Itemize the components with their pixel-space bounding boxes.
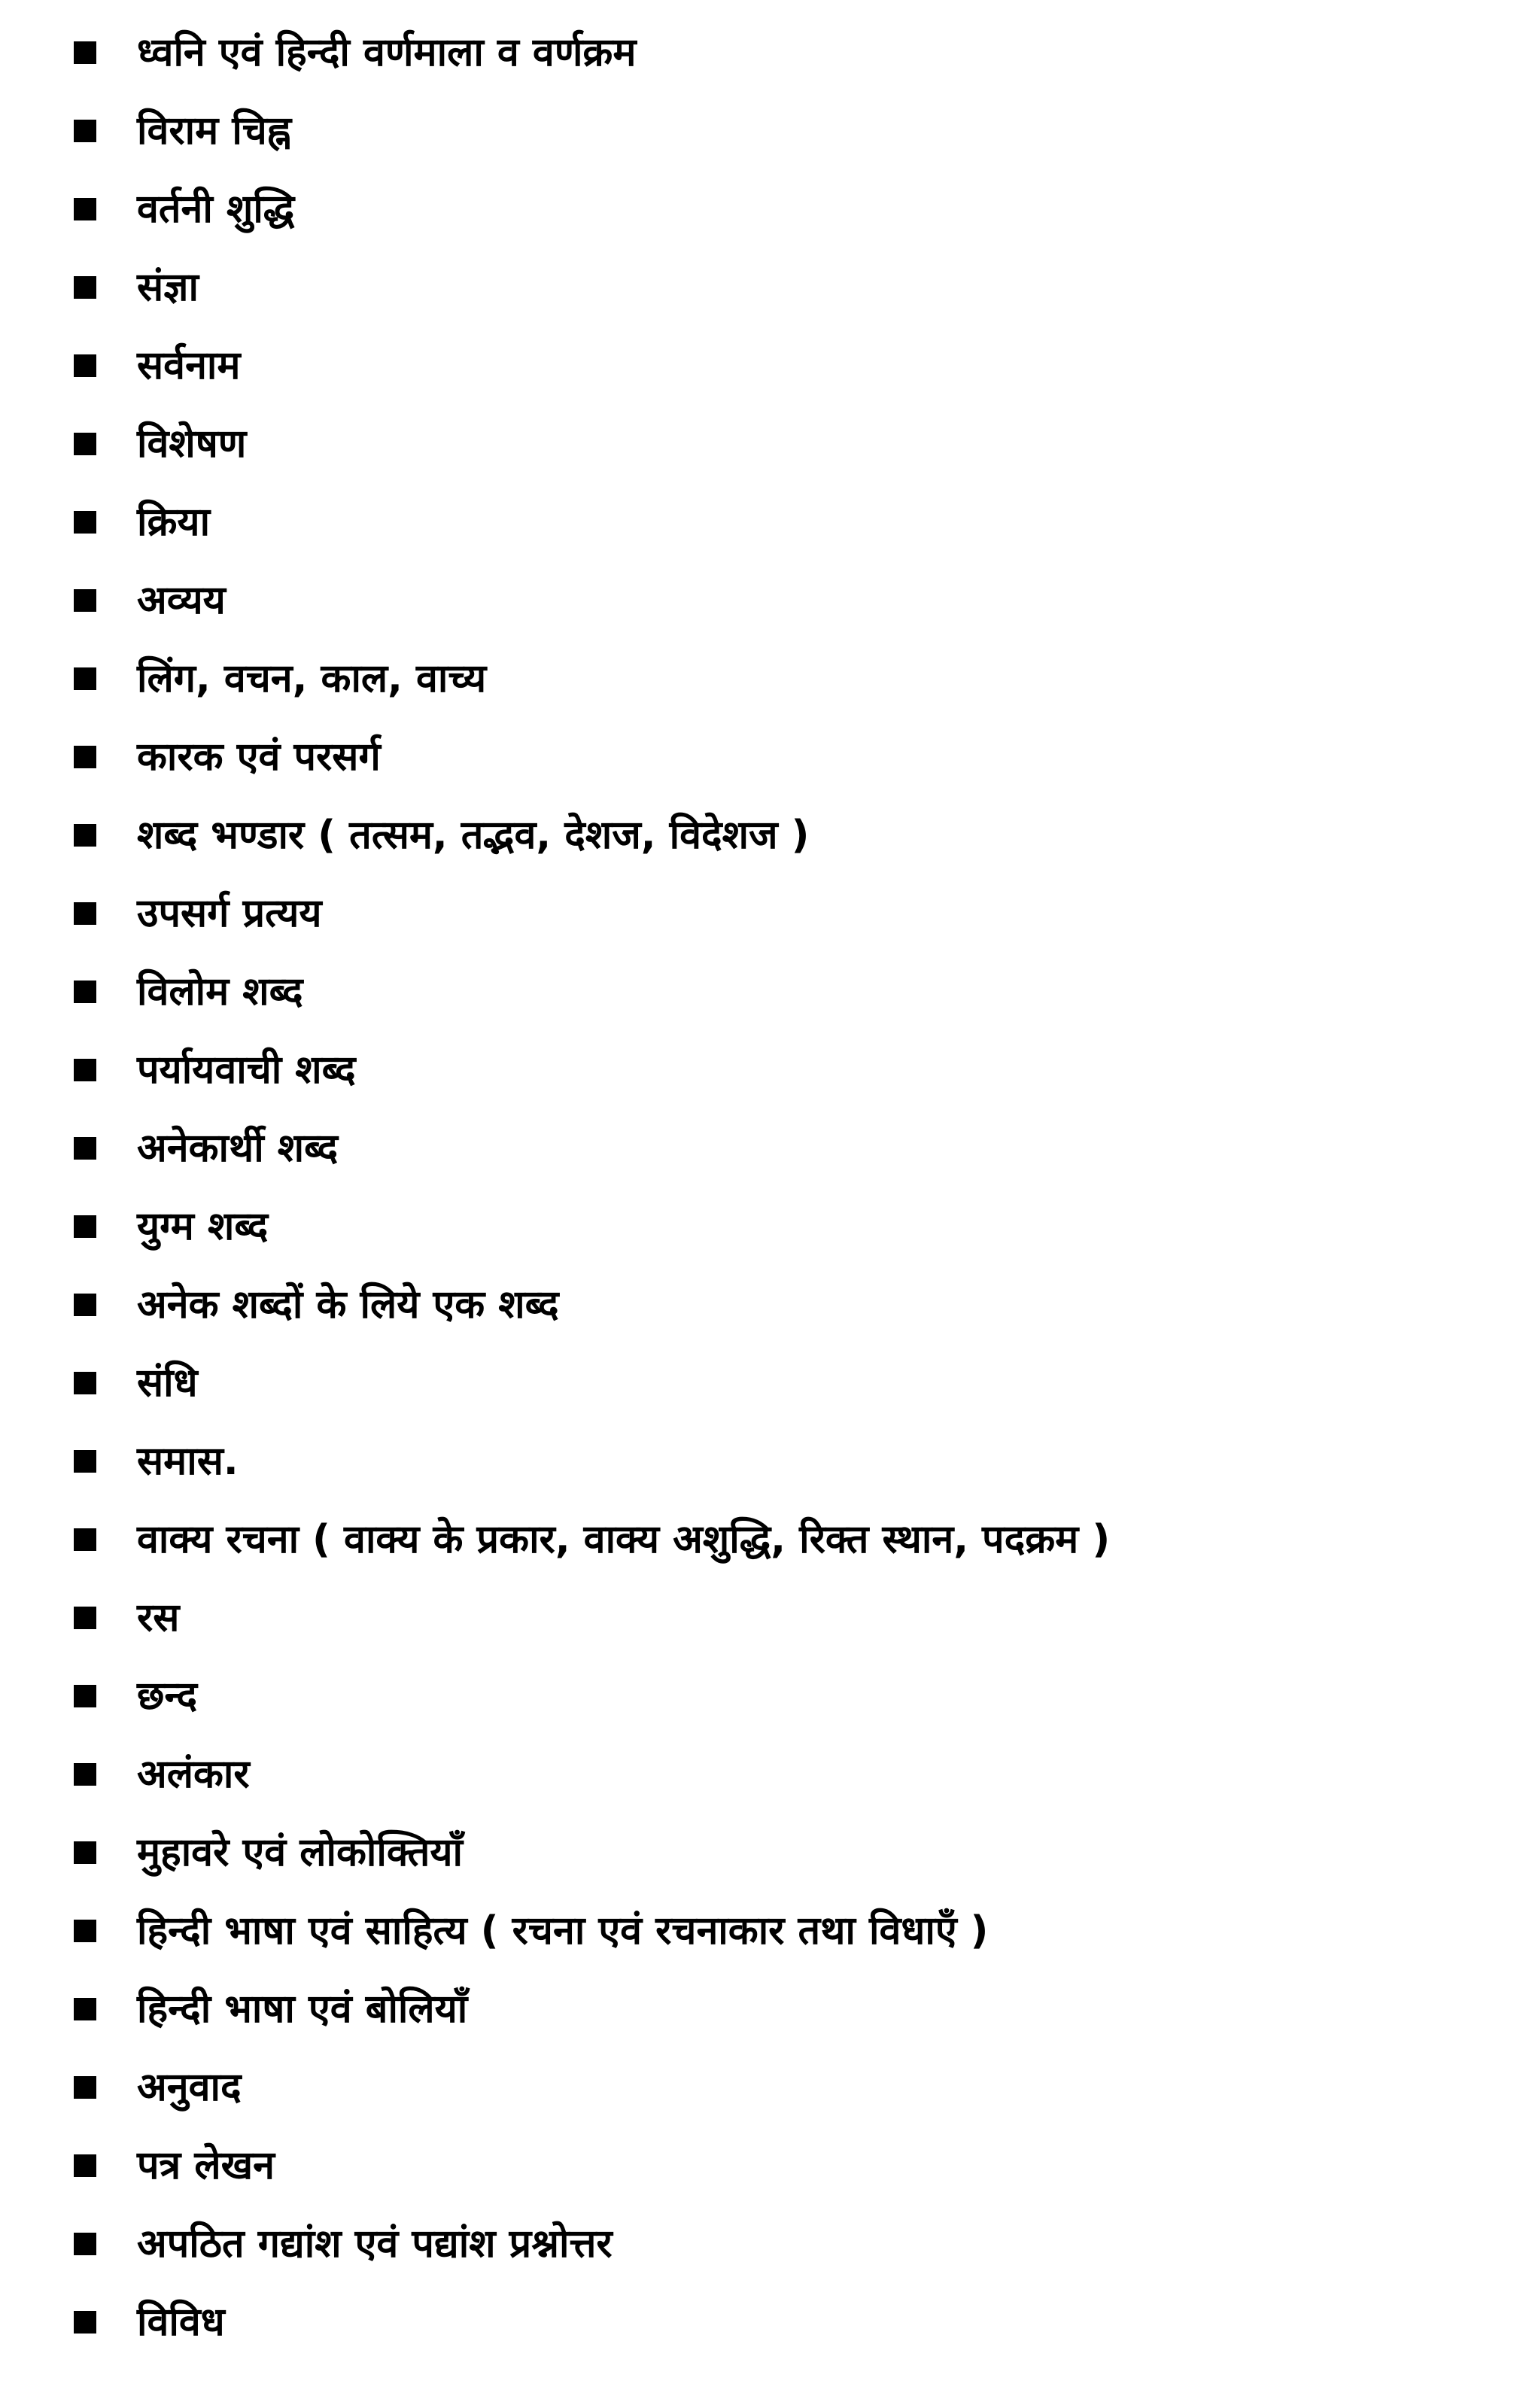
list-item bbox=[0, 2127, 1514, 2205]
topic-label: कारक एवं परसर्ग bbox=[137, 734, 381, 780]
square-bullet-icon bbox=[74, 1528, 96, 1551]
topic-label: छन्द bbox=[137, 1674, 198, 1719]
topic-label: संधि bbox=[137, 1361, 198, 1406]
square-bullet-icon bbox=[74, 354, 96, 377]
list-item bbox=[0, 1109, 1514, 1187]
square-bullet-icon bbox=[74, 433, 96, 455]
topic-label: ध्वनि एवं हिन्दी वर्णमाला व वर्णक्रम bbox=[137, 30, 637, 75]
list-item bbox=[0, 327, 1514, 405]
square-bullet-icon bbox=[74, 824, 96, 847]
topic-label: वर्तनी शुद्धि bbox=[137, 187, 295, 232]
square-bullet-icon bbox=[74, 198, 96, 220]
topic-label: विराम चिह्न bbox=[137, 108, 292, 154]
list-item bbox=[0, 874, 1514, 953]
list-item bbox=[0, 1187, 1514, 1266]
list-item bbox=[0, 2283, 1514, 2361]
square-bullet-icon bbox=[74, 667, 96, 690]
square-bullet-icon bbox=[74, 1372, 96, 1394]
topic-label: अव्यय bbox=[137, 578, 226, 623]
topic-label: क्रिया bbox=[137, 500, 211, 545]
topic-label: अनुवाद bbox=[137, 2065, 242, 2110]
list-item bbox=[0, 2048, 1514, 2127]
square-bullet-icon bbox=[74, 276, 96, 299]
square-bullet-icon bbox=[74, 1998, 96, 2020]
topic-label: संज्ञा bbox=[137, 265, 199, 310]
list-item bbox=[0, 248, 1514, 327]
topic-label: वाक्य रचना ( वाक्य के प्रकार, वाक्य अशुद्धि, रिक्त स्थान, पदक्रम ) bbox=[137, 1517, 1111, 1562]
list-item bbox=[0, 483, 1514, 561]
list-item bbox=[0, 170, 1514, 248]
topic-label: विशेषण bbox=[137, 421, 247, 467]
square-bullet-icon bbox=[74, 746, 96, 768]
topic-label: उपसर्ग प्रत्यय bbox=[137, 891, 322, 936]
list-item bbox=[0, 1031, 1514, 1109]
topic-label: रस bbox=[137, 1595, 180, 1640]
list-item bbox=[0, 1892, 1514, 1970]
topic-label: समास. bbox=[137, 1439, 239, 1484]
list-item bbox=[0, 1266, 1514, 1344]
square-bullet-icon bbox=[74, 1763, 96, 1786]
square-bullet-icon bbox=[74, 2076, 96, 2099]
square-bullet-icon bbox=[74, 1607, 96, 1629]
topic-label: अनेक शब्दों के लिये एक शब्द bbox=[137, 1282, 559, 1327]
list-item bbox=[0, 718, 1514, 796]
square-bullet-icon bbox=[74, 1059, 96, 1081]
square-bullet-icon bbox=[74, 1294, 96, 1316]
square-bullet-icon bbox=[74, 1841, 96, 1864]
square-bullet-icon bbox=[74, 41, 96, 64]
square-bullet-icon bbox=[74, 1215, 96, 1238]
list-item bbox=[0, 640, 1514, 718]
list-item bbox=[0, 2205, 1514, 2283]
list-item bbox=[0, 14, 1514, 92]
list-item bbox=[0, 1579, 1514, 1657]
topic-label: हिन्दी भाषा एवं साहित्य ( रचना एवं रचनाकार तथा विधाएँ ) bbox=[137, 1908, 989, 1953]
square-bullet-icon bbox=[74, 511, 96, 534]
square-bullet-icon bbox=[74, 2154, 96, 2177]
list-item bbox=[0, 405, 1514, 483]
topic-label: युग्म शब्द bbox=[137, 1204, 269, 1249]
square-bullet-icon bbox=[74, 902, 96, 925]
list-item bbox=[0, 1735, 1514, 1814]
topic-label: हिन्दी भाषा एवं बोलियाँ bbox=[137, 1987, 468, 2032]
topic-label: पत्र लेखन bbox=[137, 2143, 275, 2188]
topic-label: विविध bbox=[137, 2300, 225, 2345]
square-bullet-icon bbox=[74, 981, 96, 1003]
list-item bbox=[0, 796, 1514, 874]
square-bullet-icon bbox=[74, 1920, 96, 1942]
square-bullet-icon bbox=[74, 1450, 96, 1473]
list-item bbox=[0, 1344, 1514, 1422]
topic-label: अलंकार bbox=[137, 1752, 250, 1797]
topic-label: अनेकार्थी शब्द bbox=[137, 1126, 339, 1171]
topic-label: शब्द भण्डार ( तत्सम, तद्भव, देशज, विदेशज ) bbox=[137, 813, 810, 858]
square-bullet-icon bbox=[74, 1137, 96, 1160]
list-item bbox=[0, 1500, 1514, 1579]
topic-label: पर्यायवाची शब्द bbox=[137, 1047, 356, 1093]
list-item bbox=[0, 1814, 1514, 1892]
list-item bbox=[0, 1657, 1514, 1735]
list-item bbox=[0, 1422, 1514, 1500]
topic-label: विलोम शब्द bbox=[137, 969, 303, 1014]
topic-label: मुहावरे एवं लोकोक्तियाँ bbox=[137, 1830, 463, 1875]
list-item bbox=[0, 92, 1514, 170]
square-bullet-icon bbox=[74, 1685, 96, 1707]
list-item bbox=[0, 953, 1514, 1031]
topic-label: लिंग, वचन, काल, वाच्य bbox=[137, 656, 487, 701]
square-bullet-icon bbox=[74, 2233, 96, 2255]
square-bullet-icon bbox=[74, 2311, 96, 2334]
square-bullet-icon bbox=[74, 589, 96, 612]
list-item bbox=[0, 1970, 1514, 2048]
topic-label: अपठित गद्यांश एवं पद्यांश प्रश्नोत्तर bbox=[137, 2221, 613, 2267]
topic-label: सर्वनाम bbox=[137, 343, 241, 388]
list-item bbox=[0, 561, 1514, 640]
square-bullet-icon bbox=[74, 120, 96, 142]
